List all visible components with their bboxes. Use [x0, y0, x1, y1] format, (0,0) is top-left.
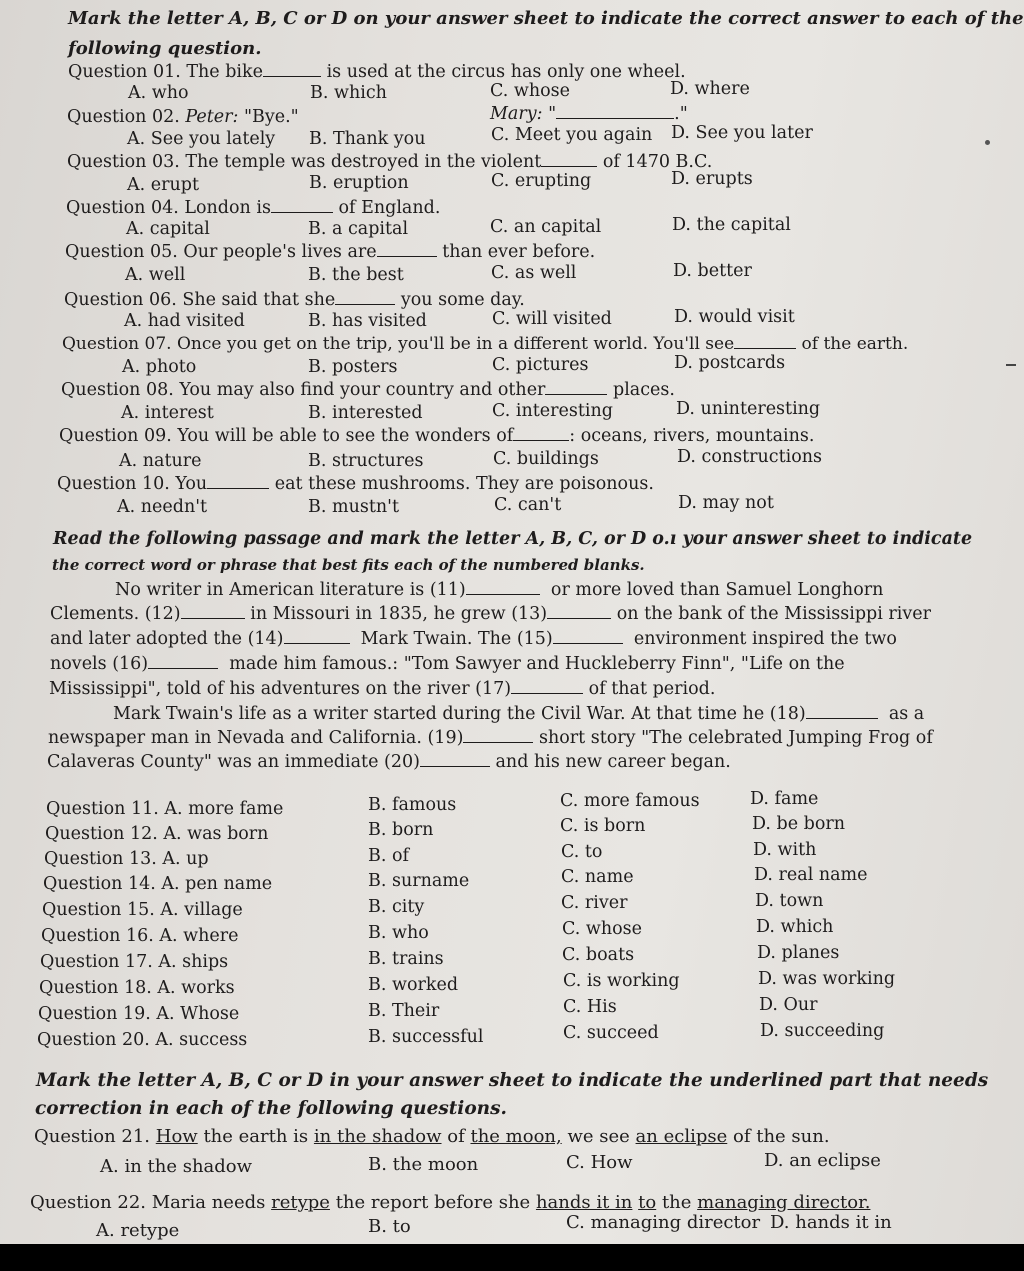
q19-option-d: D. Our — [759, 995, 818, 1015]
q15-option-c: C. river — [561, 893, 628, 913]
q10-option-d: D. may not — [678, 493, 774, 513]
margin-dot — [985, 140, 990, 145]
q08-option-d: D. uninteresting — [676, 399, 821, 419]
q16-option-a: Question 16. A. where — [41, 926, 239, 946]
q08-option-c: C. interesting — [492, 401, 613, 421]
q05-option-c: C. as well — [491, 263, 577, 283]
q17-option-c: C. boats — [562, 945, 635, 965]
q03-option-c: C. erupting — [491, 171, 592, 191]
q09-option-c: C. buildings — [493, 449, 599, 469]
question-07-stem: Question 07. Once you get on the trip, you'll be in a different world. You'll see of the earth. — [62, 334, 909, 354]
question-22-stem: Question 22. Maria needs retype the report before she hands it in to the managing director. — [30, 1192, 871, 1213]
q08-option-b: B. interested — [308, 403, 423, 423]
q06-option-b: B. has visited — [308, 311, 427, 331]
section3-instruction-cont: correction in each of the following questions. — [35, 1098, 507, 1119]
section2-instruction: Read the following passage and mark the letter A, B, C, or D o.ı your answer sheet to indicate — [53, 529, 973, 549]
q05-option-d: D. better — [673, 261, 752, 281]
q15-option-b: B. city — [368, 897, 425, 917]
q11-option-c: C. more famous — [560, 791, 700, 811]
q03-option-d: D. erupts — [671, 169, 753, 189]
q09-option-b: B. structures — [308, 451, 424, 471]
question-06-stem: Question 06. She said that she you some day. — [64, 290, 525, 310]
margin-dash — [1006, 364, 1016, 366]
section2-instruction-cont: the correct word or phrase that best fits each of the numbered blanks. — [52, 556, 645, 574]
question-03-stem: Question 03. The temple was destroyed in the violent of 1470 B.C. — [67, 152, 713, 172]
q18-option-d: D. was working — [758, 969, 896, 989]
q19-option-a: Question 19. A. Whose — [38, 1004, 240, 1024]
q21-option-b: B. the moon — [368, 1154, 479, 1175]
passage-line-1: No writer in American literature is (11) or more loved than Samuel Longhorn — [115, 580, 884, 600]
bottom-black-border — [0, 1244, 1024, 1271]
q07-option-c: C. pictures — [492, 355, 589, 375]
passage-line-5: Mississippi", told of his adventures on the river (17) of that period. — [49, 679, 716, 699]
passage-line-8: Calaveras County" was an immediate (20) and his new career began. — [47, 752, 731, 772]
q15-option-a: Question 15. A. village — [42, 900, 243, 920]
q20-option-b: B. successful — [368, 1027, 484, 1047]
q20-option-c: C. succeed — [563, 1023, 659, 1043]
q01-option-b: B. which — [310, 83, 387, 103]
q10-option-a: A. needn't — [117, 497, 208, 517]
section3-instruction: Mark the letter A, B, C or D in your answer sheet to indicate the underlined part that needs — [36, 1070, 989, 1091]
q04-option-c: C. an capital — [490, 217, 602, 237]
q21-option-a: A. in the shadow — [100, 1156, 253, 1177]
q13-option-c: C. to — [561, 842, 603, 862]
q02-option-d: D. See you later — [671, 123, 813, 143]
q22-option-a: A. retype — [96, 1220, 180, 1241]
q16-option-c: C. whose — [562, 919, 643, 939]
question-02-stem: Question 02. Peter: "Bye." — [67, 107, 299, 127]
q07-option-d: D. postcards — [674, 353, 786, 373]
passage-line-2: Clements. (12) in Missouri in 1835, he grew (13) on the bank of the Mississippi river — [50, 604, 931, 624]
q12-option-b: B. born — [368, 820, 434, 840]
q12-option-a: Question 12. A. was born — [45, 824, 269, 844]
q16-option-d: D. which — [756, 917, 834, 937]
q17-option-d: D. planes — [757, 943, 840, 963]
q18-option-c: C. is working — [563, 971, 680, 991]
q02-option-a: A. See you lately — [127, 129, 276, 149]
q17-option-b: B. trains — [368, 949, 444, 969]
q17-option-a: Question 17. A. ships — [40, 952, 229, 972]
question-01-stem: Question 01. The bike is used at the circus has only one wheel. — [68, 62, 686, 82]
q21-option-d: D. an eclipse — [764, 1150, 881, 1171]
q19-option-c: C. His — [563, 997, 617, 1017]
q12-option-d: D. be born — [752, 814, 846, 834]
q04-option-d: D. the capital — [672, 215, 791, 235]
q10-option-c: C. can't — [494, 495, 562, 515]
q11-option-b: B. famous — [368, 795, 457, 815]
passage-line-4: novels (16) made him famous.: "Tom Sawyer and Huckleberry Finn", "Life on the — [50, 654, 845, 674]
q14-option-a: Question 14. A. pen name — [43, 874, 273, 894]
q20-option-a: Question 20. A. success — [37, 1030, 248, 1050]
q09-option-a: A. nature — [119, 451, 202, 471]
q14-option-d: D. real name — [754, 865, 868, 885]
q04-option-a: A. capital — [126, 219, 210, 239]
q13-option-d: D. with — [753, 840, 817, 860]
q06-option-a: A. had visited — [124, 311, 245, 331]
q03-option-b: B. eruption — [309, 173, 409, 193]
question-10-stem: Question 10. You eat these mushrooms. They are poisonous. — [57, 474, 654, 494]
question-21-stem: Question 21. How the earth is in the shadow of the moon, we see an eclipse of the sun. — [34, 1126, 830, 1147]
q22-option-d: D. hands it in — [770, 1212, 892, 1233]
section1-instruction: Mark the letter A, B, C or D on your answer sheet to indicate the correct answer to each of the — [68, 8, 1024, 29]
passage-line-6: Mark Twain's life as a writer started during the Civil War. At that time he (18) as a — [113, 704, 925, 724]
q15-option-d: D. town — [755, 891, 824, 911]
q11-option-d: D. fame — [750, 789, 819, 809]
q21-option-c: C. How — [566, 1152, 633, 1173]
question-08-stem: Question 08. You may also find your country and other places. — [61, 380, 675, 400]
q02-option-c: C. Meet you again — [491, 125, 653, 145]
q07-option-a: A. photo — [122, 357, 197, 377]
q13-option-b: B. of — [368, 846, 409, 866]
q18-option-b: B. worked — [368, 975, 459, 995]
q05-option-b: B. the best — [308, 265, 404, 285]
section1-instruction-cont: following question. — [68, 38, 262, 59]
q01-option-c: C. whose — [490, 81, 571, 101]
q14-option-c: C. name — [561, 867, 634, 887]
q11-option-a: Question 11. A. more fame — [46, 799, 284, 819]
q13-option-a: Question 13. A. up — [44, 849, 209, 869]
passage-line-7: newspaper man in Nevada and California. (19) short story "The celebrated Jumping Frog of — [48, 728, 933, 748]
q01-option-a: A. who — [128, 83, 189, 103]
q05-option-a: A. well — [125, 265, 186, 285]
q19-option-b: B. Their — [368, 1001, 440, 1021]
q22-option-b: B. to — [368, 1216, 411, 1237]
q02-option-b: B. Thank you — [309, 129, 426, 149]
q06-option-d: D. would visit — [674, 307, 795, 327]
q01-option-d: D. where — [670, 79, 750, 99]
q14-option-b: B. surname — [368, 871, 470, 891]
q06-option-c: C. will visited — [492, 309, 612, 329]
question-02-reply: Mary: " ." — [490, 104, 688, 124]
q10-option-b: B. mustn't — [308, 497, 399, 517]
q20-option-d: D. succeeding — [760, 1021, 885, 1041]
question-04-stem: Question 04. London is of England. — [66, 198, 441, 218]
question-05-stem: Question 05. Our people's lives are than ever before. — [65, 242, 596, 262]
q04-option-b: B. a capital — [308, 219, 409, 239]
q12-option-c: C. is born — [560, 816, 646, 836]
passage-line-3: and later adopted the (14) Mark Twain. The (15) environment inspired the two — [50, 629, 897, 649]
q08-option-a: A. interest — [121, 403, 214, 423]
q16-option-b: B. who — [368, 923, 429, 943]
q03-option-a: A. erupt — [127, 175, 199, 195]
q07-option-b: B. posters — [308, 357, 398, 377]
q22-option-c: C. managing director — [566, 1212, 761, 1233]
q18-option-a: Question 18. A. works — [39, 978, 235, 998]
question-09-stem: Question 09. You will be able to see the wonders of : oceans, rivers, mountains. — [59, 426, 815, 446]
q09-option-d: D. constructions — [677, 447, 823, 467]
